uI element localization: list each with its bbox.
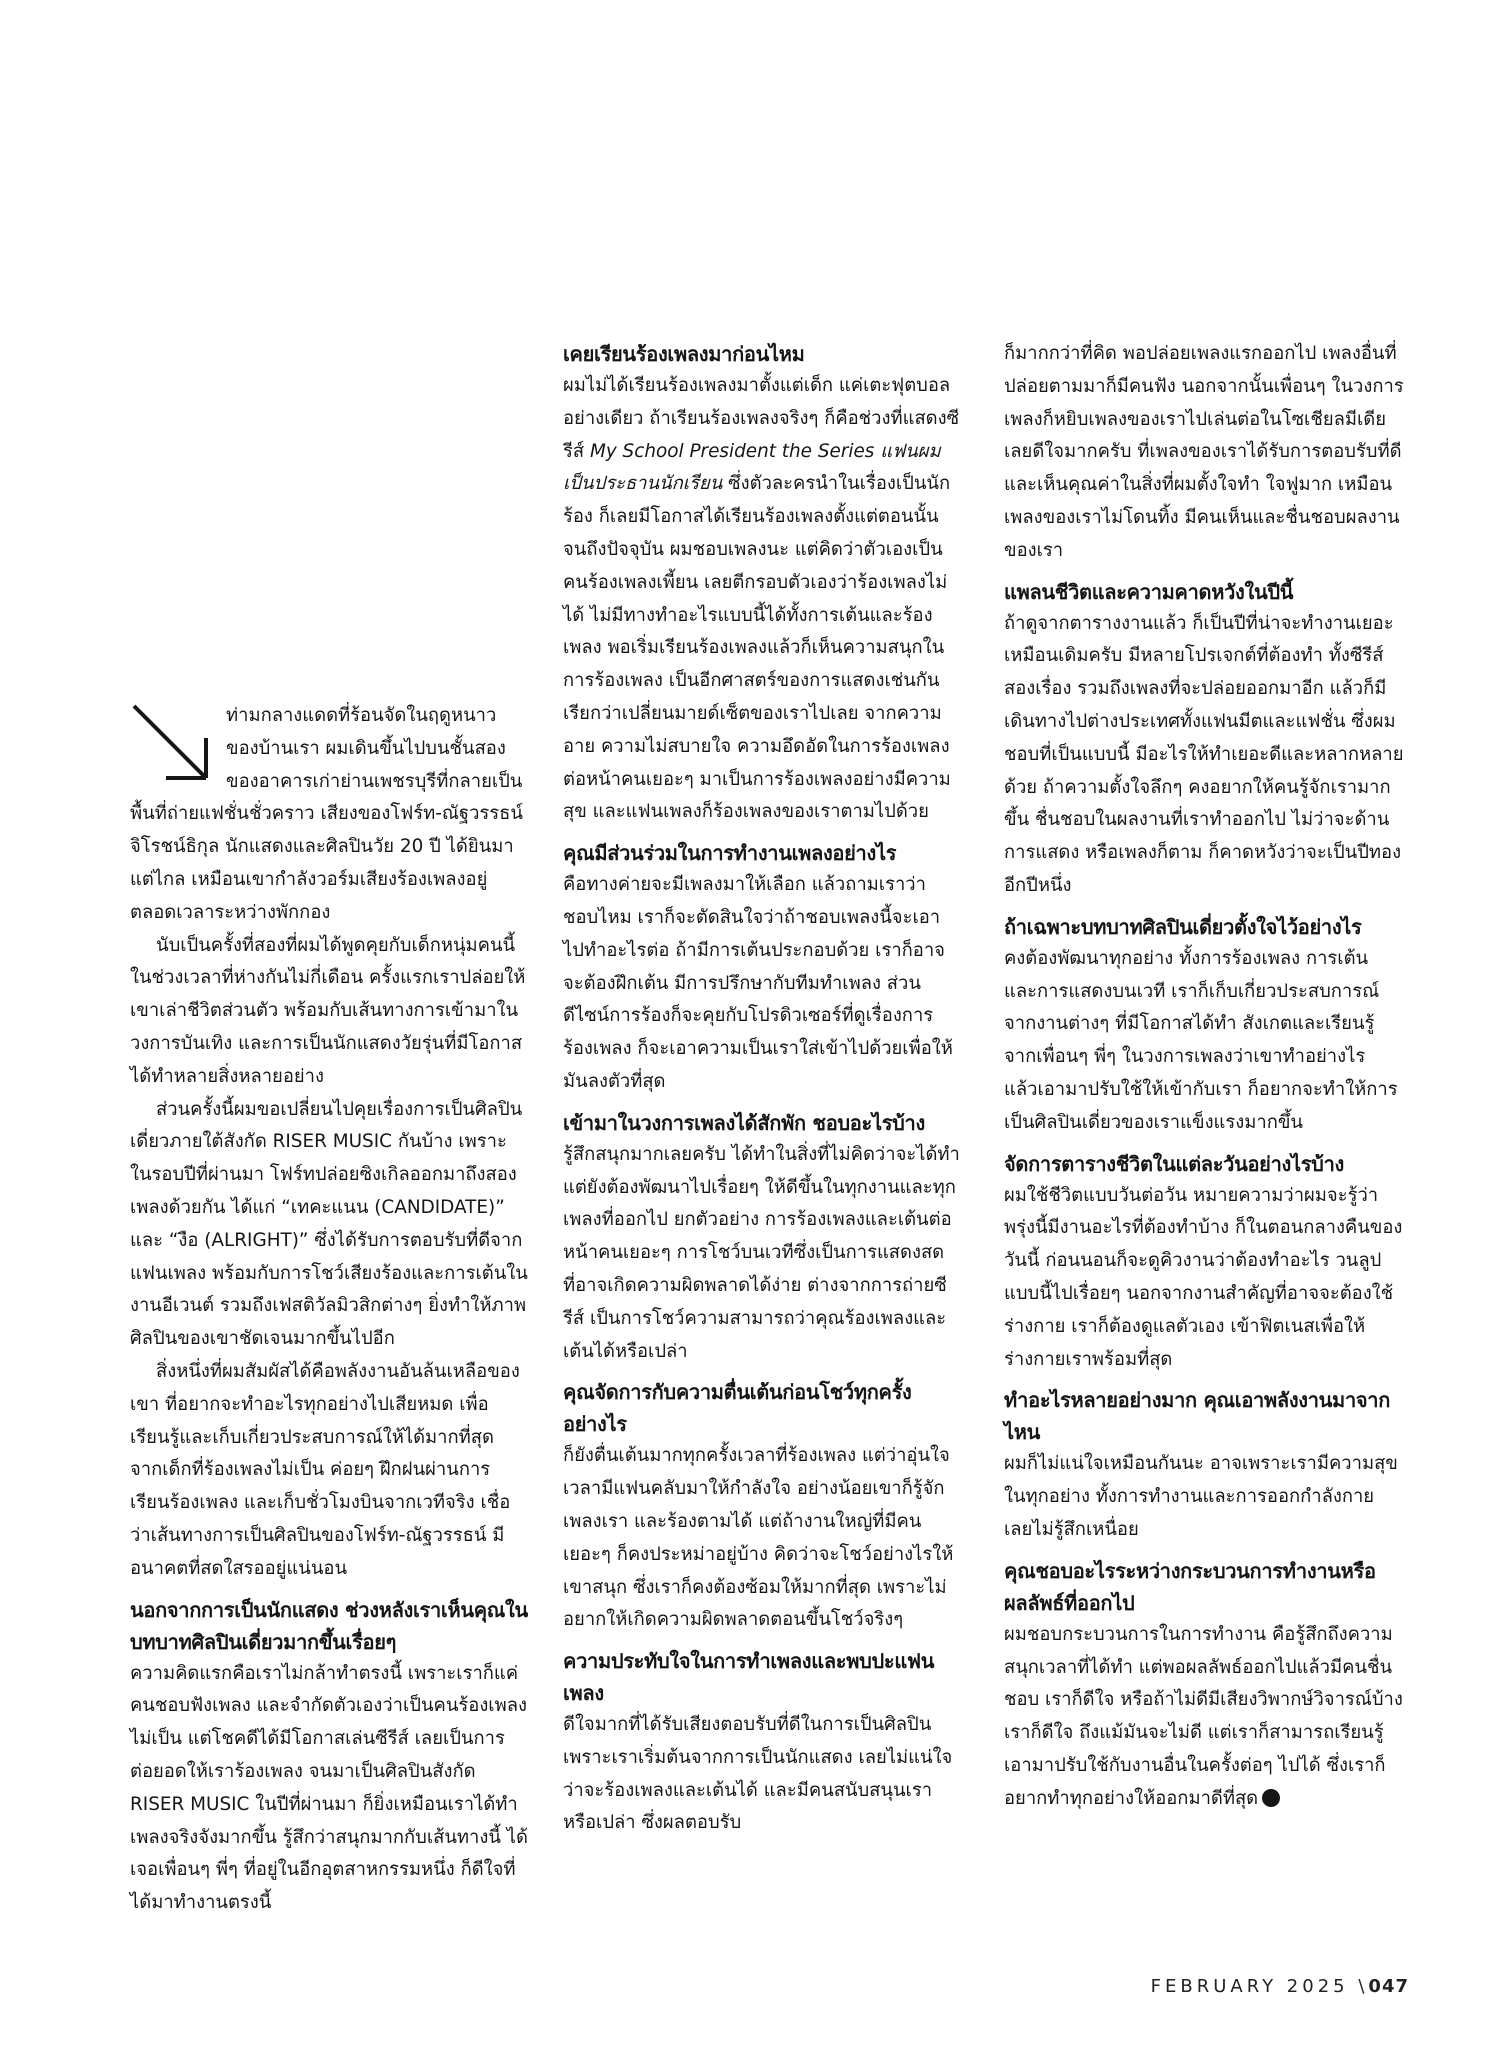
answer-paragraph: ผมใช้ชีวิตแบบวันต่อวัน หมายความว่าผมจะรู้ว่าพรุ่งนี้มีงานอะไรที่ต้องทำบ้าง ก็ในตอนกลางคืนของวันนี้ ก่อนนอนก็จะดูคิวงานว่าต้องทำอะไร วนลูปแบบนี้ไปเรื่อยๆ นอกจากงานสำคัญที่อาจจะต้องใช้ร่างกาย เราก็ต้องดูแลตัวเอง เข้าฟิตเนสเพื่อให้ร่างกายเราพร้อมที่สุด: [1004, 1184, 1403, 1370]
question-heading: เข้ามาในวงการเพลงได้สักพัก ชอบอะไรบ้าง: [563, 1110, 925, 1135]
answer-paragraph: ถ้าดูจากตารางงานแล้ว ก็เป็นปีที่น่าจะทำงานเยอะเหมือนเดิมครับ มีหลายโปรเจกต์ที่ต้องทำ ทั้งซีรีส์สองเรื่อง รวมถึงเพลงที่จะปล่อยออกมาอีก แล้วก็มีเดินทางไปต่างประเทศทั้งแฟนมีตและแฟชั่น ซึ่งผมชอบที่เป็นแบบนี้ มีอะไรให้ทำเยอะดีและหลากหลายด้วย ถ้าความตั้งใจลึกๆ คงอยากให้คนรู้จักเรามากขึ้น ชื่นชอบในผลงานที่เราทำออกไป ไม่ว่าจะด้านการแสดง หรือเพลงก็ตาม ก็คาดหวังว่าจะเป็นปีทองอีกปีหนึ่ง: [1004, 612, 1404, 896]
answer-paragraph: [563, 370, 961, 829]
arrow-down-right-icon: [130, 702, 216, 788]
answer-text: ผมชอบกระบวนการในการทำงาน คือรู้สึกถึงความสนุกเวลาที่ได้ทำ แต่พอผลลัพธ์ออกไปแล้วมีคนชื่นชอบ เราก็ดีใจ หรือถ้าไม่ดีมีเสียงวิพากษ์วิจารณ์บ้าง เราก็ดีใจ ถึงแม้มันจะไม่ดี แต่เราก็สามารถเรียนรู้เอามาปรับใช้กับงานอื่นในครั้งต่อๆ ไปได้ ซึ่งเราก็อยากทำทุกอย่างให้ออกมาดีที่สุด: [1004, 1623, 1403, 1809]
page-number: 047: [1368, 1976, 1409, 1997]
answer-text: ซึ่งตัวละครนำในเรื่องเป็นนักร้อง ก็เลยมีโอกาสได้เรียนร้องเพลงตั้งแต่ตอนนั้นจนถึงปัจจุบัน ผมชอบเพลงนะ แต่คิดว่าตัวเองเป็นคนร้องเพลงเพี้ยน เลยตีกรอบตัวเองว่าร้องเพลงไม่ได้ ไม่มีทางทำอะไรแบบนี้ได้ทั้งการเต้นและร้องเพลง พอเริ่มเรียนร้องเพลงแล้วก็เห็นความสนุกในการร้องเพลง เป็นอีกศาสตร์ของการแสดงเช่นกัน เรียกว่าเปลี่ยนมายด์เซ็ตของเราไปเลย จากความอาย ความไม่สบายใจ ความอึดอัดในการร้องเพลงต่อหน้าคนเยอะๆ มาเป็นการร้องเพลงอย่างมีความสุข และแฟนเพลงก็ร้องเพลงของเราตามไปด้วย: [563, 473, 951, 823]
question-heading: แพลนชีวิตและความคาดหวังในปีนี้: [1004, 579, 1294, 604]
question-heading: จัดการตารางชีวิตในแต่ละวันอย่างไรบ้าง: [1004, 1151, 1344, 1176]
answer-paragraph: ก็มากกว่าที่คิด พอปล่อยเพลงแรกออกไป เพลงอื่นที่ปล่อยตามมาก็มีคนฟัง นอกจากนั้นเพื่อนๆ ในวงการเพลงก็หยิบเพลงของเราไปเล่นต่อในโซเชียลมีเดีย เลยดีใจมากครับ ที่เพลงของเราได้รับการตอบรับที่ดี และเห็นคุณค่าในสิ่งที่ผมตั้งใจทำ ใจฟูมาก เหมือนเพลงของเราไม่โดนทิ้ง มีคนเห็นและชื่นชอบผลงานของเรา: [1004, 343, 1404, 561]
question-heading: ถ้าเฉพาะบทบาทศิลปินเดี่ยวตั้งใจไว้อย่างไร: [1004, 914, 1362, 939]
body-paragraph: นับเป็นครั้งที่สองที่ผมได้พูดคุยกับเด็กหนุ่มคนนี้ ในช่วงเวลาที่ห่างกันไม่กี่เดือน ครั้งแรกเราปล่อยให้เขาเล่าชีวิตส่วนตัว พร้อมกับเส้นทางการเข้ามาในวงการบันเทิง และการเป็นนักแสดงวัยรุ่นที่มีโอกาสได้ทำหลายสิ่งหลายอย่าง: [130, 934, 526, 1087]
answer-paragraph: [1004, 1619, 1404, 1816]
answer-paragraph: ดีใจมากที่ได้รับเสียงตอบรับที่ดีในการเป็นศิลปิน เพราะเราเริ่มต้นจากการเป็นนักแสดง เลยไม่แน่ใจว่าจะร้องเพลงและเต้นได้ และมีคนสนับสนุนเราหรือเปล่า ซึ่งผลตอบรับ: [563, 1714, 953, 1834]
answer-paragraph: คือทางค่ายจะมีเพลงมาให้เลือก แล้วถามเราว่าชอบไหม เราก็จะตัดสินใจว่าถ้าชอบเพลงนี้จะเอาไปทำอะไรต่อ ถ้ามีการเต้นประกอบด้วย เราก็อาจจะต้องฝึกเต้น มีการปรึกษากับทีมทำเพลง ส่วนดีไซน์การร้องก็จะคุยกับโปรดิวเซอร์ที่ดูเรื่องการร้องเพลง ก็จะเอาความเป็นเราใส่เข้าไปด้วยเพื่อให้มันลงตัวที่สุด: [563, 874, 953, 1092]
question-heading: เคยเรียนร้องเพลงมาก่อนไหม: [563, 342, 805, 366]
answer-paragraph: รู้สึกสนุกมากเลยครับ ได้ทำในสิ่งที่ไม่คิดว่าจะได้ทำ แต่ยังต้องพัฒนาไปเรื่อยๆ ให้ดีขึ้นในทุกงานและทุกเพลงที่ออกไป ยกตัวอย่าง การร้องเพลงและเต้นต่อหน้าคนเยอะๆ การโชว์บนเวทีซึ่งเป็นการแสดงสด ที่อาจเกิดความผิดพลาดได้ง่าย ต่างจากการถ่ายซีรีส์ เป็นการโชว์ความสามารถว่าคุณร้องเพลงและเต้นได้หรือเปล่า: [563, 1143, 960, 1362]
answer-paragraph: ก็ยังตื่นเต้นมากทุกครั้งเวลาที่ร้องเพลง แต่ว่าอุ่นใจเวลามีแฟนคลับมาให้กำลังใจ อย่างน้อยเขาก็รู้จักเพลงเรา และร้องตามได้ แต่ถ้างานใหญ่ที่มีคนเยอะๆ ก็คงประหม่าอยู่บ้าง คิดว่าจะโชว์อย่างไรให้เขาสนุก ซึ่งเราก็คงต้องซ้อมให้มากที่สุด เพราะไม่อยากให้เกิดความผิดพลาดตอนขึ้นโชว์จริงๆ: [563, 1445, 954, 1631]
answer-paragraph: ความคิดแรกคือเราไม่กล้าทำตรงนี้ เพราะเราก็แค่คนชอบฟังเพลง และจำกัดตัวเองว่าเป็นคนร้องเพลงไม่เป็น แต่โชคดีได้มีโอกาสเล่นซีรีส์ เลยเป็นการต่อยอดให้เราร้องเพลง จนมาเป็นศิลปินสังกัด RISER MUSIC ในปีที่ผ่านมา ก็ยิ่งเหมือนเราได้ทำเพลงจริงจังมากขึ้น รู้สึกว่าสนุกมากกับเส้นทางนี้ ได้เจอเพื่อนๆ พี่ๆ ที่อยู่ในอีกอุตสาหกรรมหนึ่ง ก็ดีใจที่ได้มาทำงานตรงนี้: [130, 1662, 528, 1914]
question-heading: คุณจัดการกับความตื่นเต้นก่อนโชว์ทุกครั้งอย่างไร: [563, 1380, 912, 1437]
question-heading: ทำอะไรหลายอย่างมาก คุณเอาพลังงานมาจากไหน: [1004, 1388, 1391, 1445]
end-mark-icon: [1262, 1789, 1280, 1807]
body-paragraph: ส่วนครั้งนี้ผมขอเปลี่ยนไปคุยเรื่องการเป็นศิลปินเดี่ยวภายใต้สังกัด RISER MUSIC กันบ้าง เพราะในรอบปีที่ผ่านมา โฟร์ทปล่อยซิงเกิลออกมาถึงสองเพลงด้วยกัน ได้แก่ “เทคะแนน (CANDIDATE)” และ “งือ (ALRIGHT)” ซึ่งได้รับการตอบรับที่ดีจากแฟนเพลง พร้อมกับการโชว์เสียงร้องและการเต้นในงานอีเวนต์ รวมถึงเฟสติวัลมิวสิกต่างๆ ยิ่งทำให้ภาพศิลปินของเขาชัดเจนมากขึ้นไปอีก: [130, 1098, 528, 1350]
answer-paragraph: ผมก็ไม่แน่ใจเหมือนกันนะ อาจเพราะเรามีความสุขในทุกอย่าง ทั้งการทำงานและการออกกำลังกาย เลยไม่รู้สึกเหนื่อย: [1004, 1453, 1398, 1540]
column-3: [1004, 338, 1404, 1815]
intro-paragraph: ท่ามกลางแดดที่ร้อนจัดในฤดูหนาวของบ้านเรา ผมเดินขึ้นไปบนชั้นสองของอาคารเก่าย่านเพชรบุรีที่กลายเป็นพื้นที่ถ่ายแฟชั่นชั่วคราว เสียงของโฟร์ท-ณัฐวรรธน์ จิโรชน์ธิกุล นักแสดงและศิลปินวัย 20 ปี ได้ยินมาแต่ไกล เหมือนเขากำลังวอร์มเสียงร้องเพลงอยู่ตลอดเวลาระหว่างพักกอง: [130, 705, 523, 923]
answer-paragraph: คงต้องพัฒนาทุกอย่าง ทั้งการร้องเพลง การเต้น และการแสดงบนเวที เราก็เก็บเกี่ยวประสบการณ์จากงานต่างๆ ที่มีโอกาสได้ทำ สังเกตและเรียนรู้จากเพื่อนๆ พี่ๆ ในวงการเพลงว่าเขาทำอย่างไร แล้วเอามาปรับใช้ให้เข้ากับเรา ก็อยากจะทำให้การเป็นศิลปินเดี่ยวของเราแข็งแรงมากขึ้น: [1004, 947, 1398, 1133]
intro-paragraph-block: [130, 700, 528, 930]
answer-text: ผมไม่ได้เรียนร้องเพลงมาตั้งแต่เด็ก แค่เตะฟุตบอลอย่างเดียว ถ้าเรียนร้องเพลงจริงๆ ก็คือช่วงที่แสดงซีรีส์: [563, 375, 960, 462]
question-heading: นอกจากการเป็นนักแสดง ช่วงหลังเราเห็นคุณในบทบาทศิลปินเดี่ยวมากขึ้นเรื่อยๆ: [130, 1597, 528, 1654]
question-heading: ความประทับใจในการทำเพลงและพบปะแฟนเพลง: [563, 1649, 935, 1706]
body-paragraph: สิ่งหนึ่งที่ผมสัมผัสได้คือพลังงานอันล้นเหลือของเขา ที่อยากจะทำอะไรทุกอย่างไปเสียหมด เพื่อเรียนรู้และเก็บเกี่ยวประสบการณ์ให้ได้มากที่สุด จากเด็กที่ร้องเพลงไม่เป็น ค่อยๆ ฝึกฝนผ่านการเรียนร้องเพลง และเก็บชั่วโมงบินจากเวทีจริง เชื่อว่าเส้นทางการเป็นศิลปินของโฟร์ท-ณัฐวรรธน์ มีอนาคตที่สดใสรออยู่แน่นอน: [130, 1360, 520, 1579]
column-1: [130, 700, 528, 1920]
question-heading: คุณชอบอะไรระหว่างกระบวนการทำงานหรือผลลัพธ์ที่ออกไป: [1004, 1558, 1376, 1615]
question-heading: คุณมีส่วนร่วมในการทำงานเพลงอย่างไร: [563, 841, 897, 866]
page-footer: [1151, 1976, 1409, 1997]
footer-separator: \: [1358, 1976, 1369, 1997]
issue-date: FEBRUARY 2025: [1150, 1976, 1349, 1997]
column-2: [563, 338, 961, 1840]
series-title: My School President the Series แฟนผมเป็นประธานนักเรียน: [563, 440, 941, 495]
